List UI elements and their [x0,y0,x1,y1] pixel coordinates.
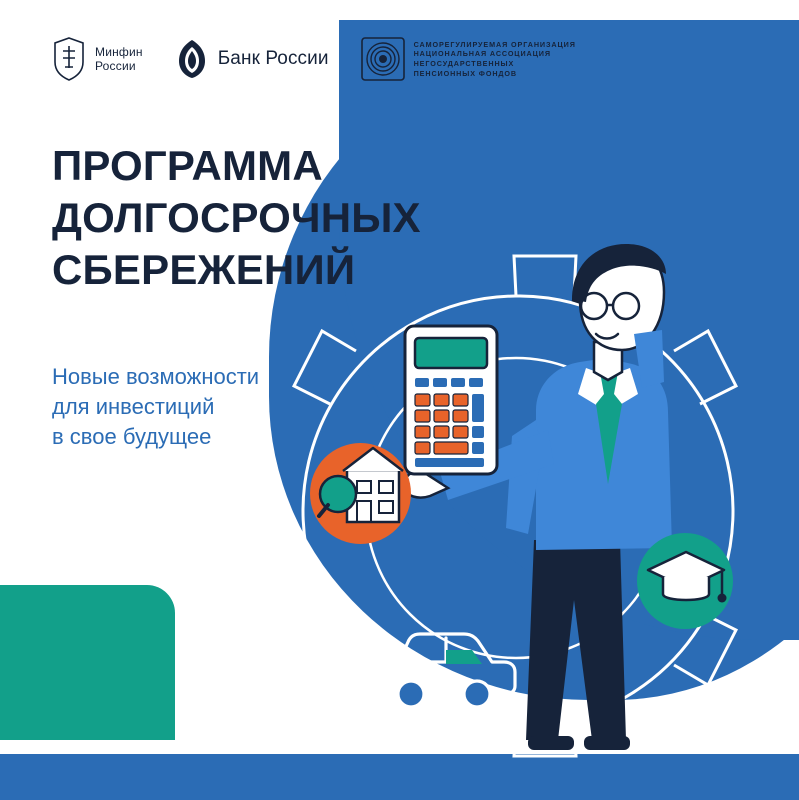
napf-line-4: ПЕНСИОННЫХ ФОНДОВ [413,68,518,78]
house-badge [310,443,411,544]
bank-rossii-logo [175,38,329,80]
napf-line-1: САМОРЕГУЛИРУЕМАЯ ОРГАНИЗАЦИЯ [413,39,576,49]
page-title [52,140,482,296]
napf-logo-text [414,40,576,78]
napf-line-3: НЕГОСУДАРСТВЕННЫХ [413,59,515,68]
minfin-logo [52,36,143,82]
car-icon [382,634,515,707]
graduation-badge [637,533,733,629]
napf-spiral-icon [361,37,405,81]
headline-line-1: ПРОГРАММА [52,142,323,189]
napf-line-2: НАЦИОНАЛЬНАЯ АССОЦИАЦИЯ [413,49,551,59]
subhead-line-1: Новые возможности [52,364,260,389]
subhead-line-2: для инвестиций [52,394,215,419]
logos-row [52,36,576,82]
minfin-line-2: России [95,59,136,73]
headline-line-2: ДОЛГОСРОЧНЫХ [52,194,421,241]
headline-line-3: СБЕРЕЖЕНИЙ [52,246,356,293]
subhead-line-3: в свое будущее [52,424,212,449]
minfin-line-1: Минфин [95,45,143,59]
bank-rossii-text: Банк России [217,48,329,69]
minfin-logo-text [95,45,143,73]
page-subtitle [52,362,352,452]
bank-of-russia-emblem-icon [175,38,209,80]
man-in-suit-icon [404,244,672,750]
russian-coat-of-arms-icon [52,36,86,82]
calculator-icon [405,326,497,474]
napf-logo [361,37,576,81]
